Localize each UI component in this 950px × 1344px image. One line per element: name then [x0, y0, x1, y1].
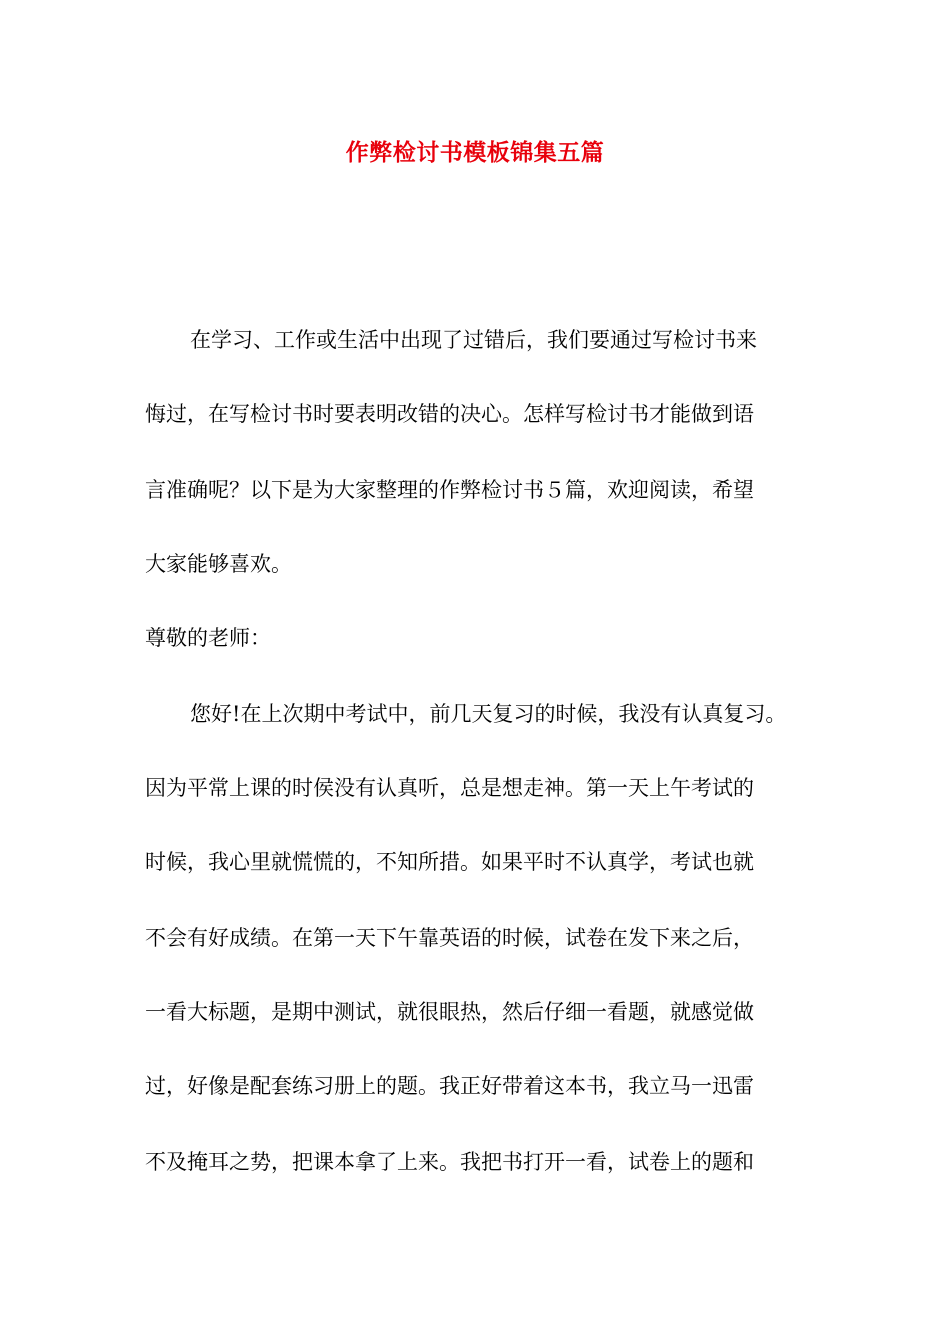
salutation: 尊敬的老师： [145, 626, 271, 650]
paragraph-line: 在学习、工作或生活中出现了过错后，我们要通过写检讨书来 [190, 328, 757, 352]
paragraph-line: 不及掩耳之势，把课本拿了上来。我把书打开一看，试卷上的题和 [145, 1150, 754, 1174]
paragraph-line: 您好!在上次期中考试中，前几天复习的时候，我没有认真复习。 [190, 702, 787, 726]
paragraph-line: 悔过，在写检讨书时要表明改错的决心。怎样写检讨书才能做到语 [145, 402, 754, 426]
paragraph-line: 不会有好成绩。在第一天下午靠英语的时候，试卷在发下来之后， [145, 926, 754, 950]
paragraph-line: 因为平常上课的时侯没有认真听，总是想走神。第一天上午考试的 [145, 776, 754, 800]
paragraph-line: 言准确呢？以下是为大家整理的作弊检讨书５篇，欢迎阅读，希望 [145, 478, 754, 502]
paragraph-line: 过，好像是配套练习册上的题。我正好带着这本书，我立马一迅雷 [145, 1074, 754, 1098]
paragraph-line: 时候，我心里就慌慌的，不知所措。如果平时不认真学，考试也就 [145, 850, 754, 874]
paragraph-line: 一看大标题，是期中测试，就很眼热，然后仔细一看题，就感觉做 [145, 1000, 754, 1024]
document-title: 作弊检讨书模板锦集五篇 [345, 139, 605, 166]
paragraph-line: 大家能够喜欢。 [145, 552, 292, 576]
